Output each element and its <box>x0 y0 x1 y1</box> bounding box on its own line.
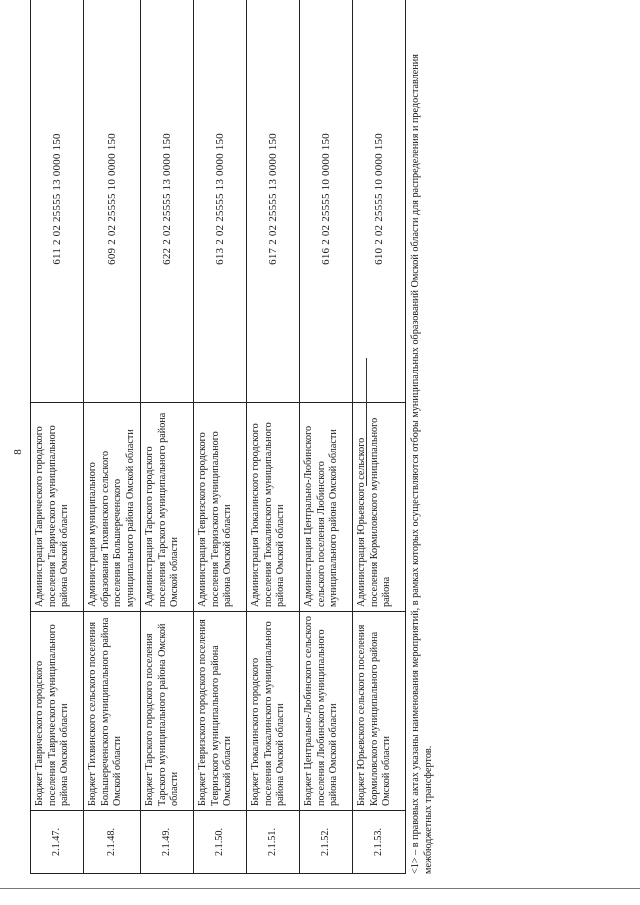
row-number: 2.1.48. <box>84 811 141 874</box>
row-number: 2.1.49. <box>141 811 194 874</box>
administrator-cell: Администрация Тарского городского поселения Тарского муниципального района Омской области <box>141 403 194 612</box>
budget-code-cell: 610 2 02 25555 10 0000 150 <box>353 0 406 403</box>
row-number: 2.1.53. <box>353 811 406 874</box>
row-number: 2.1.47. <box>31 811 84 874</box>
table-row <box>194 0 247 874</box>
administrator-cell: Администрация Юрьевского сельского поселения Кормиловского муниципального района <box>353 403 406 612</box>
document-page <box>8 12 628 892</box>
budget-name-cell: Бюджет Тевризского городского поселения Тевризского муниципального района Омской области <box>194 612 247 811</box>
table-row <box>141 0 194 874</box>
row-number: 2.1.52. <box>300 811 353 874</box>
budget-table <box>30 0 406 874</box>
budget-name-cell: Бюджет Центрально-Любинского сельского поселения Любинского муниципального района Омской области <box>300 612 353 811</box>
budget-code-cell: 622 2 02 25555 13 0000 150 <box>141 0 194 403</box>
footnote: <1> – в правовых актах указаны наименования мероприятий, в рамках которых осуществляются отборы муниципальных образований Омской области для распределения и предоставления межбюджетных трансфертов. <box>410 54 434 874</box>
budget-name-cell: Бюджет Тюкалинского городского поселения Тюкалинского муниципального района Омской области <box>247 612 300 811</box>
administrator-cell: Администрация Тюкалинского городского поселения Тюкалинского муниципального района Омской области <box>247 403 300 612</box>
budget-name-cell: Бюджет Таврического городского поселения Таврического муниципального района Омской области <box>31 612 84 811</box>
budget-code-cell: 617 2 02 25555 13 0000 150 <box>247 0 300 403</box>
table-row <box>353 0 406 874</box>
budget-code-cell: 613 2 02 25555 13 0000 150 <box>194 0 247 403</box>
row-number: 2.1.51. <box>247 811 300 874</box>
row-number: 2.1.50. <box>194 811 247 874</box>
budget-name-cell: Бюджет Тихвинского сельского поселения Большереченского муниципального района Омской области <box>84 612 141 811</box>
table-row <box>31 0 84 874</box>
administrator-cell: Администрация Тевризского городского поселения Тевризского муниципального района Омской области <box>194 403 247 612</box>
budget-code-cell: 609 2 02 25555 10 0000 150 <box>84 0 141 403</box>
table-row <box>300 0 353 874</box>
administrator-cell: Администрация муниципального образования Тихвинского сельского поселения Большереченского муниципального района Омской области <box>84 403 141 612</box>
scan-edge-line <box>0 888 640 889</box>
table-row <box>247 0 300 874</box>
table-row <box>84 0 141 874</box>
budget-code-cell: 611 2 02 25555 13 0000 150 <box>31 0 84 403</box>
administrator-cell: Администрация Центрально-Любинского сельского поселения Любинского муниципального района Омской области <box>300 403 353 612</box>
page-number: 8 <box>12 449 24 455</box>
budget-code-cell: 616 2 02 25555 10 0000 150 <box>300 0 353 403</box>
separator-line <box>366 358 367 486</box>
budget-name-cell: Бюджет Юрьевского сельского поселения Кормиловского муниципального района Омской области <box>353 612 406 811</box>
budget-name-cell: Бюджет Тарского городского поселения Тарского муниципального района Омской области <box>141 612 194 811</box>
administrator-cell: Администрация Таврического городского поселения Таврического муниципального района Омской области <box>31 403 84 612</box>
